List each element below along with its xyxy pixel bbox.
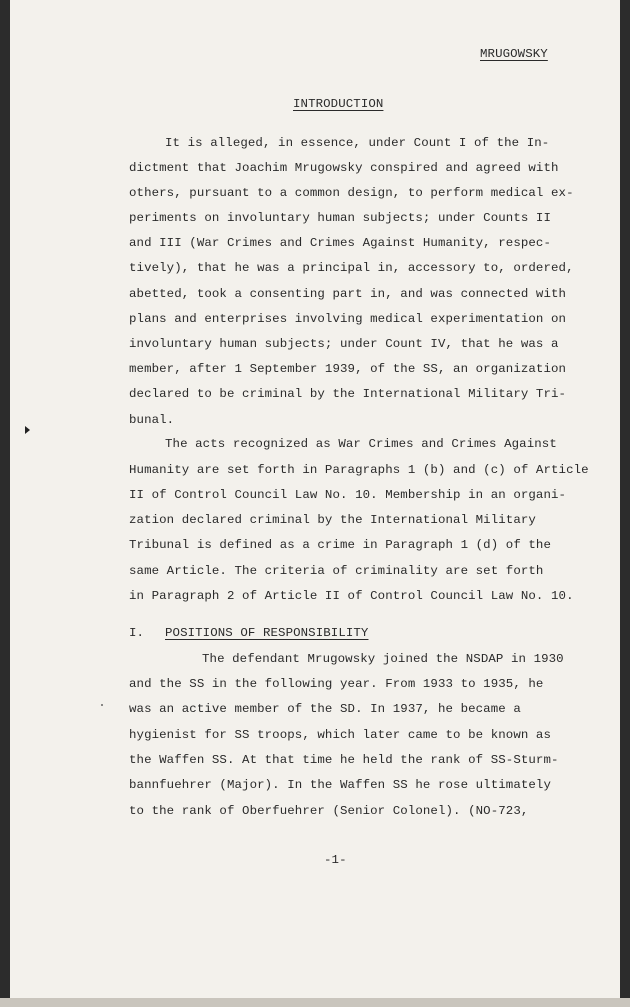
paragraph-1-line: dictment that Joachim Mrugowsky conspired and agreed with	[129, 161, 559, 175]
paragraph-1-line: plans and enterprises involving medical experimentation on	[129, 312, 567, 326]
paragraph-3-line: bannfuehrer (Major). In the Waffen SS he rose ultimately	[129, 778, 551, 792]
document-page	[10, 0, 620, 998]
section-number: I.	[129, 626, 145, 640]
paragraph-2-line: same Article. The criteria of criminality are set forth	[129, 564, 544, 578]
paragraph-3-line: the Waffen SS. At that time he held the rank of SS-Sturm-	[129, 753, 559, 767]
header-name: MRUGOWSKY	[480, 47, 548, 61]
paragraph-1-line: tively), that he was a principal in, accessory to, ordered,	[129, 261, 574, 275]
paragraph-1-line: member, after 1 September 1939, of the SS, an organization	[129, 362, 567, 376]
paragraph-1-line: involuntary human subjects; under Count IV, that he was a	[129, 337, 559, 351]
paragraph-1-line: periments on involuntary human subjects; under Counts II	[129, 211, 551, 225]
section-title: POSITIONS OF RESPONSIBILITY	[165, 626, 369, 640]
paragraph-1-line: abetted, took a consenting part in, and was connected with	[129, 287, 567, 301]
scan-border	[0, 998, 630, 1007]
page-title: INTRODUCTION	[293, 97, 384, 111]
paragraph-3-line: was an active member of the SD. In 1937, he became a	[129, 702, 521, 716]
paragraph-2-line: zation declared criminal by the International Military	[129, 513, 536, 527]
paragraph-1-line: It is alleged, in essence, under Count I of the In-	[165, 136, 550, 150]
paragraph-2-line: Tribunal is defined as a crime in Paragraph 1 (d) of the	[129, 538, 551, 552]
paragraph-3-line: to the rank of Oberfuehrer (Senior Colonel). (NO-723,	[129, 804, 529, 818]
paragraph-2-line: Humanity are set forth in Paragraphs 1 (b) and (c) of Article	[129, 463, 589, 477]
paragraph-1-line: others, pursuant to a common design, to perform medical ex-	[129, 186, 574, 200]
paragraph-1-line: and III (War Crimes and Crimes Against Humanity, respec-	[129, 236, 551, 250]
paragraph-2-line: in Paragraph 2 of Article II of Control Council Law No. 10.	[129, 589, 574, 603]
paragraph-3-line: The defendant Mrugowsky joined the NSDAP in 1930	[202, 652, 564, 666]
paragraph-1-line: bunal.	[129, 413, 175, 427]
paper-speck	[101, 704, 103, 706]
page-number: -1-	[324, 853, 347, 867]
paragraph-3-line: and the SS in the following year. From 1933 to 1935, he	[129, 677, 544, 691]
margin-mark	[25, 426, 30, 434]
paragraph-1-line: declared to be criminal by the International Military Tri-	[129, 387, 567, 401]
paragraph-2-line: II of Control Council Law No. 10. Membership in an organi-	[129, 488, 567, 502]
paragraph-3-line: hygienist for SS troops, which later came to be known as	[129, 728, 551, 742]
paragraph-2-line: The acts recognized as War Crimes and Crimes Against	[165, 437, 557, 451]
